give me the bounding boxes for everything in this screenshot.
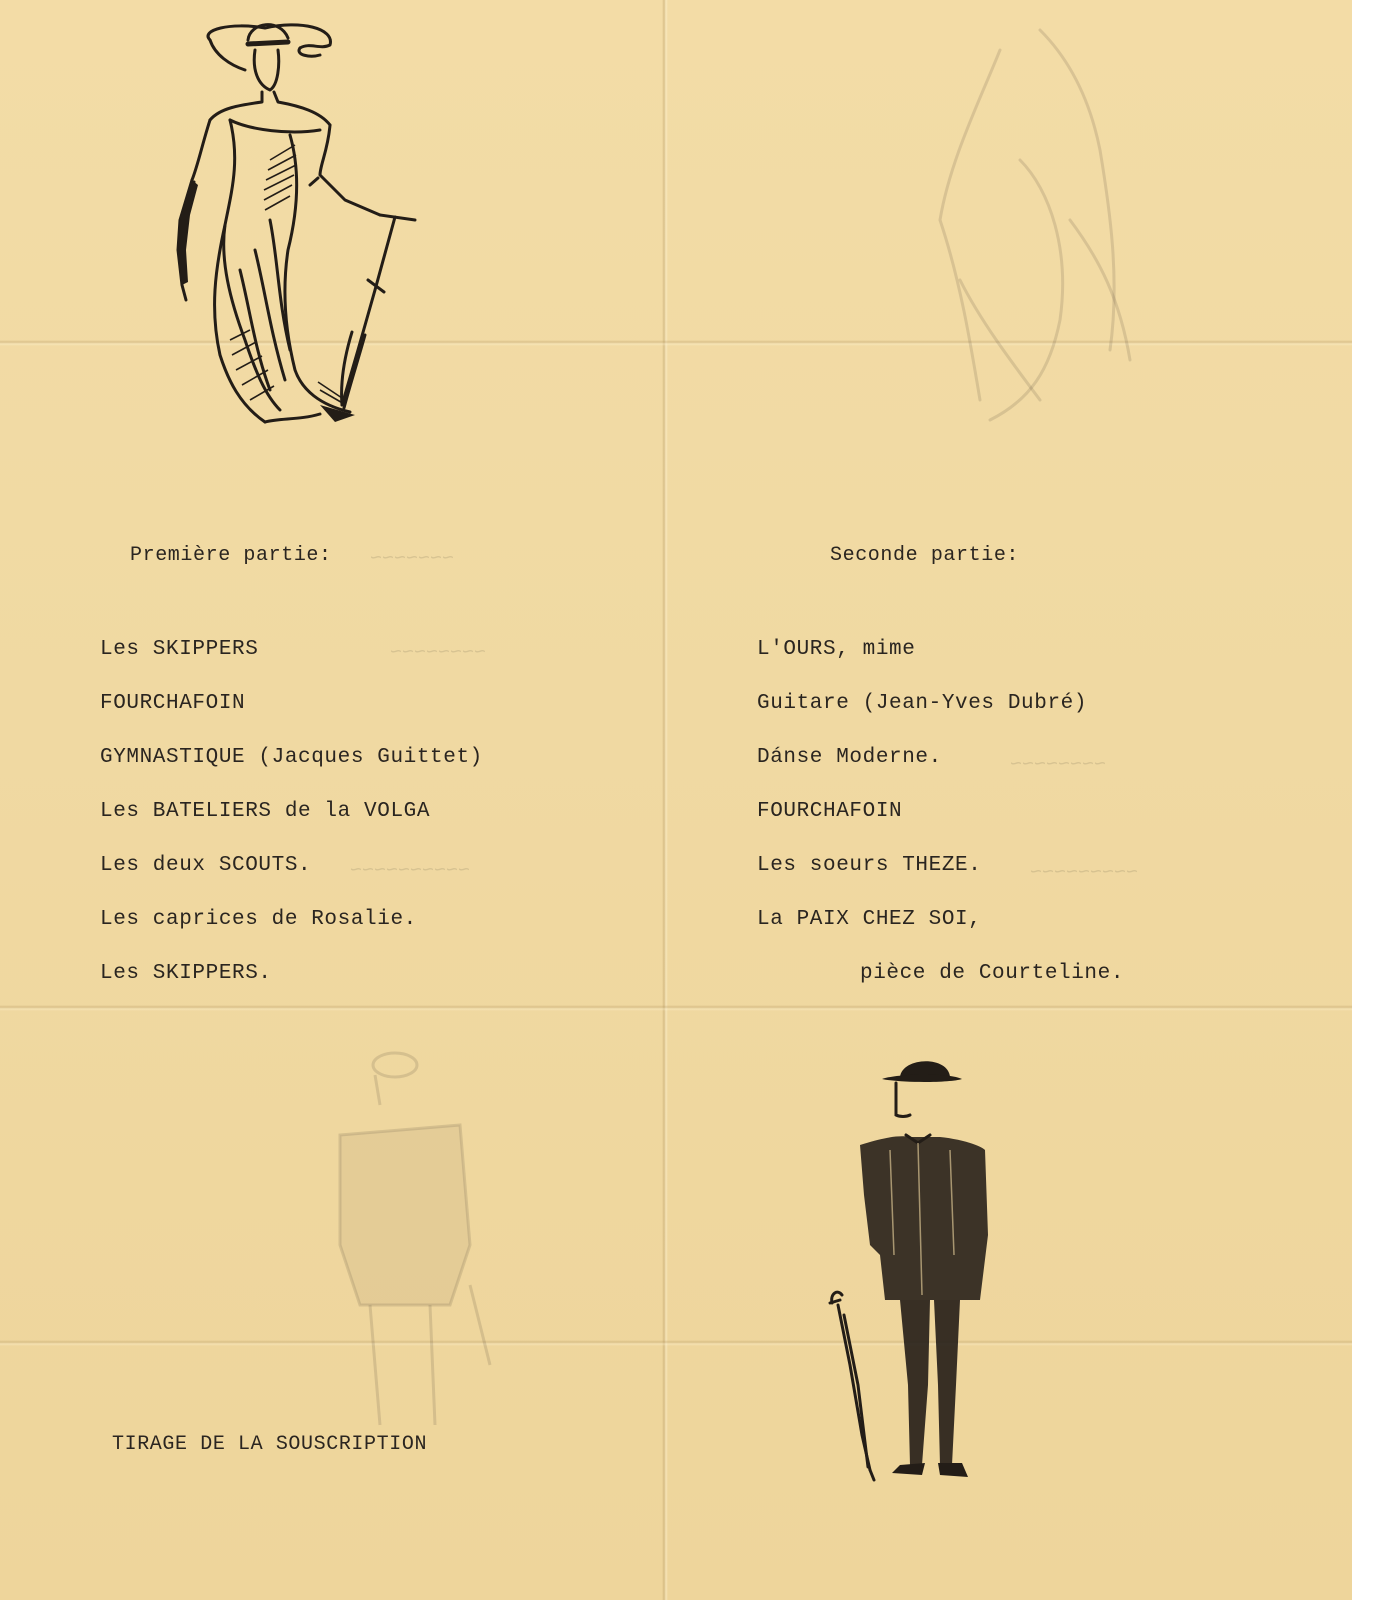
- second-part-heading: Seconde partie:: [830, 544, 1020, 567]
- lady-with-umbrella-drawing: [170, 10, 430, 440]
- program-item: Les SKIPPERS: [100, 638, 259, 661]
- program-item: Dánse Moderne.: [757, 746, 942, 769]
- bleed-through-text: ~~~~~~~~~~: [350, 860, 471, 883]
- program-item: FOURCHAFOIN: [100, 692, 246, 715]
- gentleman-with-bowler-hat-drawing: [830, 1055, 1000, 1515]
- horizontal-fold-crease: [0, 1005, 1352, 1011]
- bleed-through-text: ~~~~~~~: [370, 548, 455, 571]
- program-item: La PAIX CHEZ SOI,: [757, 908, 982, 931]
- bleed-through-text: ~~~~~~~~: [1010, 754, 1107, 777]
- bleed-through-text: ~~~~~~~~~: [1030, 862, 1139, 885]
- bleed-through-lady-drawing: [920, 20, 1180, 440]
- first-part-heading: Première partie:: [130, 544, 332, 567]
- horizontal-fold-crease: [0, 1340, 1352, 1346]
- raffle-draw-notice: TIRAGE DE LA SOUSCRIPTION: [112, 1433, 428, 1456]
- program-item: Les deux SCOUTS.: [100, 854, 312, 877]
- program-item: Les SKIPPERS.: [100, 962, 272, 985]
- program-item: Les soeurs THEZE.: [757, 854, 982, 877]
- program-item: FOURCHAFOIN: [757, 800, 903, 823]
- program-item: Guitare (Jean-Yves Dubré): [757, 692, 1088, 715]
- program-item: GYMNASTIQUE (Jacques Guittet): [100, 746, 483, 769]
- bleed-through-text: ~~~~~~~~: [390, 642, 487, 665]
- program-item: Les caprices de Rosalie.: [100, 908, 417, 931]
- program-item: L'OURS, mime: [757, 638, 916, 661]
- program-item: pièce de Courteline.: [860, 962, 1125, 985]
- bleed-through-gentleman-drawing: [320, 1045, 500, 1445]
- vertical-fold-crease: [662, 0, 668, 1600]
- scan-border: [1352, 0, 1375, 1600]
- program-item: Les BATELIERS de la VOLGA: [100, 800, 431, 823]
